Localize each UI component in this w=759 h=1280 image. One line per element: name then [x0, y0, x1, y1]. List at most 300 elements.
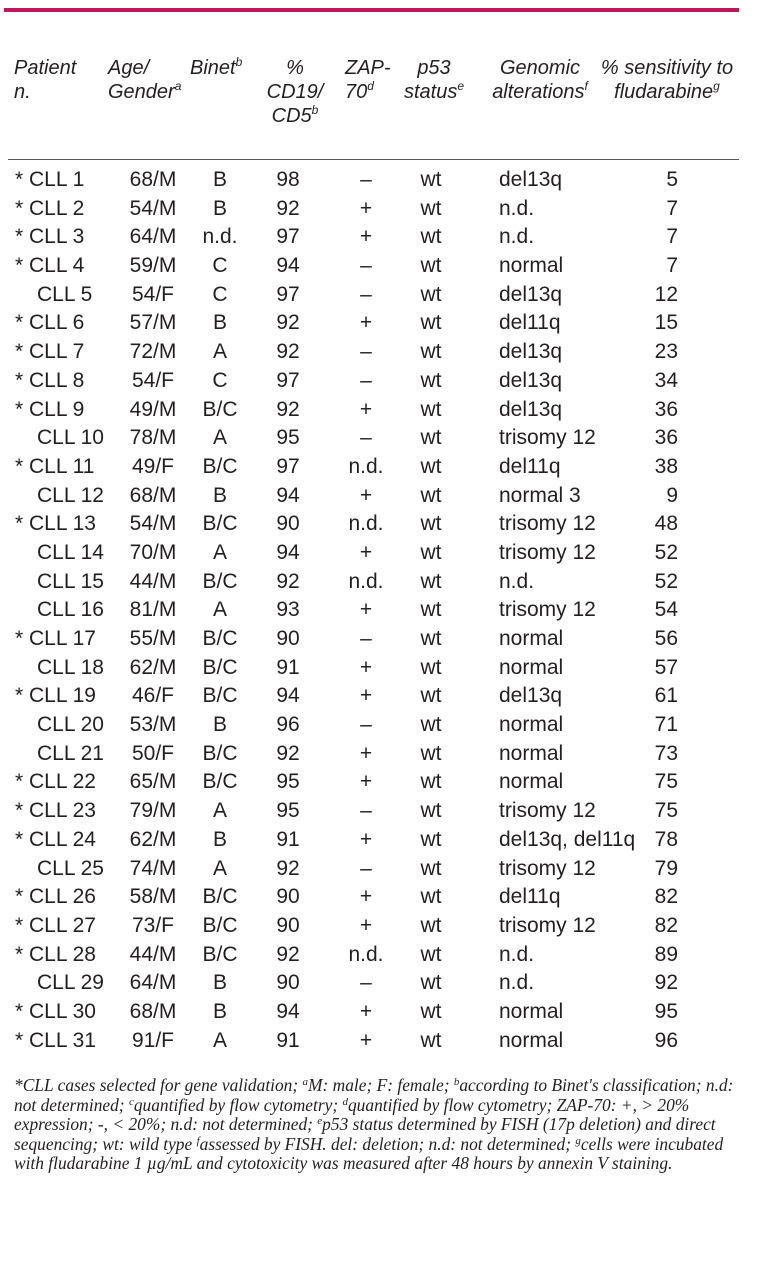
p53-status-cell: wt [420, 713, 442, 737]
cd19-cd5-cell: 90 [276, 512, 300, 536]
table-row [0, 510, 759, 539]
binet-cell: B [212, 168, 227, 191]
sensitivity-cell: 54 [654, 598, 678, 622]
zap70-cell: – [360, 282, 372, 306]
zap70-cell: + [359, 913, 373, 937]
header-p53-status [403, 56, 465, 104]
patient-cell: CLL 18 [37, 655, 104, 679]
p53-status-cell: wt [420, 770, 442, 794]
patient-cell: CLL 14 [37, 540, 104, 564]
age-gender-cell: 91/F [131, 1028, 175, 1052]
p53-status-cell: wt [420, 225, 442, 249]
zap70-cell: + [359, 655, 373, 679]
header-binet-line1 [190, 56, 242, 80]
sensitivity-cell: 52 [654, 540, 678, 564]
binet-cell: A [212, 598, 227, 622]
header-genomic-sup: f [584, 79, 588, 93]
age-gender-cell: 74/M [129, 856, 177, 880]
patient-cell: * CLL 27 [15, 913, 96, 937]
table-row [0, 682, 759, 711]
binet-cell: C [212, 368, 228, 392]
sensitivity-cell: 71 [654, 713, 678, 737]
header-age-gender [108, 56, 181, 104]
zap70-cell: – [360, 713, 372, 737]
p53-status-cell: wt [420, 454, 442, 478]
sensitivity-cell: 7 [666, 196, 678, 220]
genomic-alterations-cell: del11q [499, 885, 561, 909]
genomic-alterations-cell: del13q [499, 368, 563, 392]
zap70-cell: – [360, 254, 372, 278]
footnote-part: quantified by flow cytometry; ZAP-70: +, > 20% expression; -, < 20%; n.d: not determined; [14, 1094, 690, 1135]
p53-status-cell: wt [420, 799, 442, 823]
p53-status-cell: wt [420, 741, 442, 765]
p53-status-cell: wt [420, 512, 442, 536]
p53-status-cell: wt [420, 999, 442, 1023]
age-gender-cell: 68/M [129, 999, 177, 1023]
age-gender-cell: 70/M [129, 540, 177, 564]
zap70-cell: + [359, 397, 373, 421]
patient-cell: * CLL 22 [15, 770, 96, 794]
binet-cell: B/C [202, 569, 238, 593]
zap70-cell: + [359, 225, 373, 249]
age-gender-cell: 49/F [131, 454, 175, 478]
age-gender-cell: 50/F [131, 741, 175, 765]
cd19-cd5-cell: 92 [276, 569, 300, 593]
header-genomic-text: alterations [492, 81, 585, 103]
age-gender-cell: 78/M [129, 426, 177, 450]
genomic-alterations-cell: del13q [499, 684, 563, 708]
table-row [0, 539, 759, 568]
zap70-cell: n.d. [348, 454, 384, 478]
genomic-alterations-cell: del13q, del11q [499, 827, 636, 851]
cd19-cd5-cell: 92 [276, 856, 300, 880]
sensitivity-cell: 48 [654, 512, 678, 536]
binet-cell: B [212, 999, 227, 1023]
table-row [0, 768, 759, 797]
binet-cell: C [212, 282, 228, 306]
sensitivity-cell: 15 [654, 311, 678, 335]
binet-cell: B/C [202, 397, 238, 421]
cd19-cd5-cell: 91 [276, 655, 300, 679]
patient-cell: CLL 16 [37, 598, 104, 622]
sensitivity-cell: 7 [666, 225, 678, 249]
cd19-cd5-cell: 94 [276, 254, 300, 278]
binet-cell: B [212, 713, 227, 737]
genomic-alterations-cell: del11q [499, 311, 561, 335]
cd19-cd5-cell: 92 [276, 196, 300, 220]
genomic-alterations-cell: n.d. [499, 196, 535, 220]
binet-cell: B/C [202, 512, 238, 536]
patient-cell: * CLL 11 [15, 454, 95, 478]
header-zap-sup: d [367, 79, 374, 93]
patient-cell: * CLL 3 [15, 225, 85, 249]
patient-cell: * CLL 9 [15, 397, 85, 421]
header-binet-sup: b [235, 55, 243, 69]
age-gender-cell: 54/F [131, 368, 175, 392]
header-patient-line1: Patient [14, 57, 77, 79]
table-row [0, 281, 759, 310]
binet-cell: B/C [202, 684, 238, 708]
cd19-cd5-cell: 94 [276, 684, 300, 708]
cd19-cd5-cell: 94 [276, 483, 300, 507]
genomic-alterations-cell: normal [499, 999, 564, 1023]
p53-status-cell: wt [420, 627, 442, 650]
binet-cell: C [212, 254, 228, 278]
header-zap-line2 [345, 80, 391, 104]
sensitivity-cell: 92 [654, 971, 678, 995]
sensitivity-cell: 95 [654, 999, 678, 1023]
age-gender-cell: 68/M [129, 483, 177, 507]
patient-cell: CLL 29 [37, 971, 104, 995]
sensitivity-cell: 38 [654, 454, 678, 478]
age-gender-cell: 62/M [129, 827, 177, 851]
table-row [0, 740, 759, 769]
cd19-cd5-cell: 95 [276, 799, 300, 823]
p53-status-cell: wt [420, 569, 442, 593]
p53-status-cell: wt [420, 827, 442, 851]
patient-cell: * CLL 24 [15, 827, 96, 851]
patient-cell: CLL 21 [37, 741, 104, 765]
sensitivity-cell: 9 [666, 483, 678, 507]
header-divider [8, 159, 739, 160]
table-body [0, 166, 759, 1055]
header-cd-sup: b [311, 103, 319, 117]
binet-cell: A [212, 540, 227, 564]
table-row [0, 252, 759, 281]
zap70-cell: + [359, 684, 373, 708]
header-patient [14, 56, 76, 104]
table-row [0, 625, 759, 654]
footnote-sup: c [128, 1095, 134, 1108]
cd19-cd5-cell: 97 [276, 282, 300, 306]
p53-status-cell: wt [420, 426, 442, 450]
patient-cell: * CLL 7 [15, 340, 85, 364]
zap70-cell: + [359, 196, 373, 220]
sensitivity-cell: 89 [654, 942, 678, 966]
genomic-alterations-cell: n.d. [499, 569, 535, 593]
cd19-cd5-cell: 92 [276, 397, 300, 421]
footnote-sup: b [453, 1076, 460, 1088]
sensitivity-cell: 75 [654, 770, 678, 794]
header-zap-line1: ZAP- [345, 57, 391, 79]
table-row [0, 912, 759, 941]
patient-cell: * CLL 19 [15, 684, 96, 708]
age-gender-cell: 46/F [131, 684, 175, 708]
sensitivity-cell: 73 [654, 741, 678, 765]
genomic-alterations-cell: trisomy 12 [499, 799, 596, 823]
table-row [0, 482, 759, 511]
patient-cell: * CLL 4 [15, 254, 85, 278]
patient-cell: * CLL 31 [15, 1028, 96, 1052]
patient-cell: CLL 5 [37, 282, 93, 306]
zap70-cell: – [360, 799, 372, 823]
binet-cell: A [212, 856, 227, 880]
cd19-cd5-cell: 91 [276, 1028, 300, 1052]
cd19-cd5-cell: 90 [276, 885, 300, 909]
footnote-part: M: male; F: female; [308, 1075, 454, 1095]
cd19-cd5-cell: 90 [276, 971, 300, 995]
patient-cell: CLL 20 [37, 713, 104, 737]
cd19-cd5-cell: 92 [276, 311, 300, 335]
patient-cell: * CLL 26 [15, 885, 96, 909]
cd19-cd5-cell: 97 [276, 225, 300, 249]
table-row [0, 338, 759, 367]
sensitivity-cell: 82 [654, 885, 678, 909]
footnote-sup: e [317, 1115, 323, 1128]
cd19-cd5-cell: 94 [276, 999, 300, 1023]
header-sensitivity-line2 [600, 80, 734, 104]
table-row [0, 195, 759, 224]
genomic-alterations-cell: normal [499, 741, 564, 765]
sensitivity-cell: 78 [654, 827, 678, 851]
zap70-cell: + [359, 827, 373, 851]
cd19-cd5-cell: 97 [276, 454, 300, 478]
zap70-cell: + [359, 770, 373, 794]
genomic-alterations-cell: normal [499, 254, 564, 278]
zap70-cell: – [360, 426, 372, 450]
binet-cell: A [212, 1028, 227, 1052]
patient-cell: * CLL 1 [15, 168, 85, 191]
p53-status-cell: wt [420, 913, 442, 937]
age-gender-cell: 54/M [129, 512, 177, 536]
cd19-cd5-cell: 92 [276, 741, 300, 765]
zap70-cell: – [360, 627, 372, 650]
footnote-part: p53 status determined by FISH (17p deletion) and direct sequencing; wt: wild type [14, 1114, 716, 1154]
header-zap70 [345, 56, 391, 104]
patient-cell: * CLL 23 [15, 799, 96, 823]
footnote-sup: f [196, 1134, 200, 1147]
sensitivity-cell: 7 [666, 254, 678, 278]
zap70-cell: + [359, 598, 373, 622]
p53-status-cell: wt [420, 282, 442, 306]
table-row [0, 596, 759, 625]
table-row [0, 883, 759, 912]
table-row [0, 998, 759, 1027]
p53-status-cell: wt [420, 1028, 442, 1052]
cd19-cd5-cell: 90 [276, 913, 300, 937]
p53-status-cell: wt [420, 856, 442, 880]
footnote-sup: d [342, 1095, 348, 1108]
patient-cell: CLL 12 [37, 483, 104, 507]
sensitivity-cell: 36 [654, 426, 678, 450]
header-cd-line1: % [286, 57, 304, 79]
table-row [0, 424, 759, 453]
cd19-cd5-cell: 96 [276, 713, 300, 737]
binet-cell: B/C [202, 655, 238, 679]
binet-cell: A [212, 340, 227, 364]
table-row [0, 367, 759, 396]
p53-status-cell: wt [420, 397, 442, 421]
binet-cell: B [212, 311, 227, 335]
patient-cell: * CLL 30 [15, 999, 96, 1023]
age-gender-cell: 68/M [129, 168, 177, 191]
header-binet-text: Binet [190, 57, 236, 79]
genomic-alterations-cell: trisomy 12 [499, 856, 596, 880]
zap70-cell: + [359, 741, 373, 765]
genomic-alterations-cell: trisomy 12 [499, 913, 596, 937]
footnote-sup: g [575, 1134, 581, 1147]
age-gender-cell: 73/F [131, 913, 175, 937]
header-genomic-line2 [490, 80, 590, 104]
cd19-cd5-cell: 92 [276, 340, 300, 364]
cd19-cd5-cell: 98 [276, 168, 300, 191]
p53-status-cell: wt [420, 942, 442, 966]
p53-status-cell: wt [420, 196, 442, 220]
sensitivity-cell: 57 [654, 655, 678, 679]
header-cd-text: CD5 [271, 105, 312, 127]
sensitivity-cell: 12 [654, 282, 678, 306]
binet-cell: A [212, 799, 227, 823]
zap70-cell: + [359, 483, 373, 507]
footnote-part: quantified by flow cytometry; [133, 1094, 343, 1115]
footnote-part: cells were incubated with fludarabine 1 µg/mL and cytotoxicity was measured after 48 hours by annexin V staining. [14, 1133, 724, 1174]
binet-cell: B/C [202, 913, 238, 937]
genomic-alterations-cell: del13q [499, 340, 563, 364]
binet-cell: B [212, 827, 227, 851]
cd19-cd5-cell: 90 [276, 627, 300, 650]
table-row [0, 223, 759, 252]
header-p53-text: status [403, 81, 458, 103]
table-footnote [14, 1076, 744, 1174]
sensitivity-cell: 61 [654, 684, 678, 708]
table-row [0, 969, 759, 998]
sensitivity-cell: 96 [654, 1028, 678, 1052]
sensitivity-cell: 52 [654, 569, 678, 593]
cd19-cd5-cell: 93 [276, 598, 300, 622]
sensitivity-cell: 36 [654, 397, 678, 421]
genomic-alterations-cell: normal [499, 1028, 564, 1052]
header-genomic-alterations [490, 56, 590, 104]
genomic-alterations-cell: n.d. [499, 971, 535, 995]
table-row [0, 855, 759, 884]
p53-status-cell: wt [420, 483, 442, 507]
age-gender-cell: 72/M [129, 340, 177, 364]
binet-cell: B/C [202, 770, 238, 794]
genomic-alterations-cell: normal [499, 655, 564, 679]
header-age-sup: a [174, 79, 182, 93]
genomic-alterations-cell: del13q [499, 397, 563, 421]
age-gender-cell: 64/M [129, 225, 177, 249]
header-binet [190, 56, 242, 80]
header-cd19-cd5 [266, 56, 324, 128]
footnote-sup: a [302, 1076, 309, 1088]
header-sensitivity-text: fludarabine [614, 81, 714, 103]
p53-status-cell: wt [420, 684, 442, 708]
binet-cell: n.d. [202, 225, 238, 249]
p53-status-cell: wt [420, 340, 442, 364]
genomic-alterations-cell: normal [499, 713, 564, 737]
header-sensitivity-fludarabine [600, 56, 734, 104]
zap70-cell: – [360, 168, 372, 191]
age-gender-cell: 49/M [129, 397, 177, 421]
binet-cell: B [212, 971, 227, 995]
header-sensitivity-sup: g [713, 79, 720, 93]
age-gender-cell: 54/M [129, 196, 177, 220]
cd19-cd5-cell: 91 [276, 827, 300, 851]
header-p53-sup: e [457, 79, 465, 93]
cd19-cd5-cell: 92 [276, 942, 300, 966]
age-gender-cell: 44/M [129, 569, 177, 593]
sensitivity-cell: 34 [654, 368, 678, 392]
zap70-cell: n.d. [348, 569, 384, 593]
table-row [0, 396, 759, 425]
patient-cell: * CLL 28 [15, 942, 96, 966]
zap70-cell: n.d. [348, 942, 384, 966]
p53-status-cell: wt [420, 168, 442, 191]
age-gender-cell: 79/M [129, 799, 177, 823]
header-sensitivity-line1: % sensitivity to [600, 57, 734, 79]
age-gender-cell: 54/F [131, 282, 175, 306]
zap70-cell: + [359, 885, 373, 909]
patient-cell: * CLL 13 [15, 512, 96, 536]
age-gender-cell: 62/M [129, 655, 177, 679]
binet-cell: B/C [202, 454, 238, 478]
zap70-cell: + [359, 540, 373, 564]
patient-cell: CLL 15 [37, 569, 104, 593]
genomic-alterations-cell: normal 3 [499, 483, 581, 507]
sensitivity-cell: 56 [654, 627, 678, 650]
footnote-part: assessed by FISH. del: deletion; n.d: not determined; [199, 1133, 576, 1154]
genomic-alterations-cell: n.d. [499, 225, 535, 249]
age-gender-cell: 65/M [129, 770, 177, 794]
patient-cell: CLL 25 [37, 856, 104, 880]
age-gender-cell: 53/M [129, 713, 177, 737]
p53-status-cell: wt [420, 540, 442, 564]
age-gender-cell: 44/M [129, 942, 177, 966]
table-row [0, 711, 759, 740]
binet-cell: B/C [202, 741, 238, 765]
age-gender-cell: 57/M [129, 311, 177, 335]
p53-status-cell: wt [420, 655, 442, 679]
p53-status-cell: wt [420, 254, 442, 278]
sensitivity-cell: 82 [654, 913, 678, 937]
genomic-alterations-cell: normal [499, 627, 564, 650]
table-row [0, 654, 759, 683]
top-accent-bar [4, 8, 739, 12]
cd19-cd5-cell: 97 [276, 368, 300, 392]
sensitivity-cell: 79 [654, 856, 678, 880]
p53-status-cell: wt [420, 598, 442, 622]
zap70-cell: + [359, 999, 373, 1023]
header-age-line1: Age/ [108, 57, 150, 79]
zap70-cell: n.d. [348, 512, 384, 536]
header-genomic-line1: Genomic [499, 57, 581, 79]
table-row [0, 826, 759, 855]
binet-cell: B [212, 196, 227, 220]
genomic-alterations-cell: trisomy 12 [499, 598, 596, 622]
age-gender-cell: 81/M [129, 598, 177, 622]
footnote-part: *CLL cases selected for gene validation; [14, 1075, 303, 1095]
header-cd-line3 [266, 104, 324, 128]
header-patient-line2: n. [14, 81, 31, 103]
footnote-part: according to Binet's classification; n.d: not determined; [14, 1075, 734, 1115]
header-cd-line2: CD19/ [266, 81, 324, 103]
binet-cell: B/C [202, 627, 238, 650]
header-zap-text: 70 [345, 81, 368, 103]
p53-status-cell: wt [420, 311, 442, 335]
zap70-cell: – [360, 856, 372, 880]
p53-status-cell: wt [420, 971, 442, 995]
age-gender-cell: 64/M [129, 971, 177, 995]
table-row [0, 941, 759, 970]
binet-cell: B [212, 483, 227, 507]
header-p53-line1: p53 [417, 57, 451, 79]
genomic-alterations-cell: n.d. [499, 942, 535, 966]
zap70-cell: – [360, 971, 372, 995]
table-row [0, 166, 759, 195]
table-row [0, 453, 759, 482]
patient-cell: * CLL 2 [15, 196, 85, 220]
